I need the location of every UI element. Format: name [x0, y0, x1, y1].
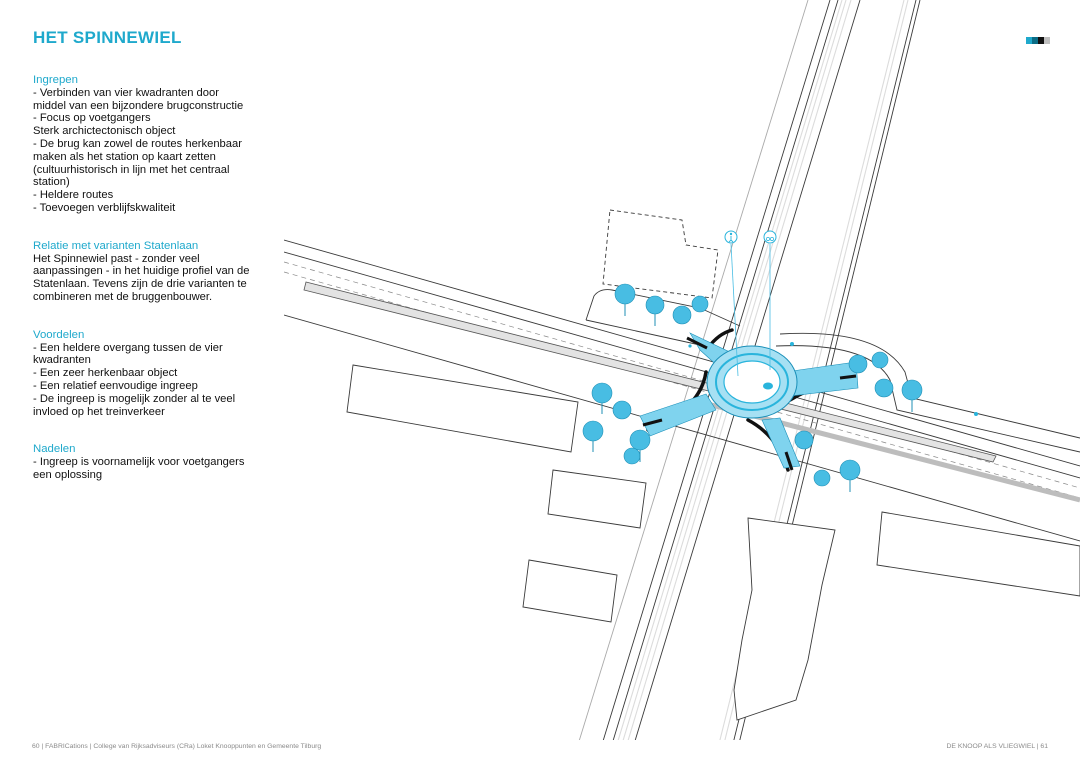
section-line: station)	[33, 176, 70, 189]
section-line: Statenlaan. Tevens zijn de drie varianten te	[33, 278, 247, 291]
section-heading: Relatie met varianten Statenlaan	[33, 239, 199, 252]
section-line: (cultuurhistorisch in lijn met het centraal	[33, 163, 230, 176]
section-line: aanpassingen - in het huidige profiel van de	[33, 265, 250, 278]
section-line: - Een zeer herkenbaar object	[33, 367, 178, 380]
section-line: kwadranten	[33, 354, 91, 367]
section-line: - De brug kan zowel de routes herkenbaar	[33, 137, 242, 150]
section-line: - De ingreep is mogelijk zonder al te veel	[33, 392, 236, 405]
section-line: combineren met de bruggenbouwer.	[33, 290, 213, 303]
spinnewiel-bridge	[640, 333, 858, 470]
section-line: - Verbinden van vier kwadranten door	[33, 86, 219, 99]
section-line: - Ingreep is voornamelijk voor voetgangers	[33, 456, 245, 469]
section-heading: Voordelen	[33, 328, 85, 341]
page-title: HET SPINNEWIEL	[33, 28, 182, 47]
section-line: - Toevoegen verblijfskwaliteit	[33, 201, 176, 214]
section-line: invloed op het treinverkeer	[33, 405, 165, 418]
buildings	[347, 210, 1080, 720]
section-line: maken als het station op kaart zetten	[33, 150, 216, 163]
section-heading: Ingrepen	[33, 74, 78, 86]
section-line: - Heldere routes	[33, 189, 114, 202]
footer-right: DE KNOOP ALS VLIEGWIEL | 61	[946, 743, 1048, 750]
section-line: - Een relatief eenvoudige ingreep	[33, 379, 198, 392]
section-line: middel van een bijzondere brugconstructie	[33, 99, 244, 112]
section-heading: Nadelen	[33, 443, 76, 456]
section-line: - Focus op voetgangers	[33, 112, 151, 125]
section-line: een oplossing	[33, 468, 103, 481]
section-line: - Een heldere overgang tussen de vier	[33, 341, 223, 354]
footer-left: 60 | FABRICations | College van Rijksadviseurs (CRa) Loket Knooppunten en Gemeente Tilburg	[32, 743, 322, 750]
section-line: Sterk archictectonisch object	[33, 125, 176, 138]
section-line: Het Spinnewiel past - zonder veel	[33, 252, 200, 265]
